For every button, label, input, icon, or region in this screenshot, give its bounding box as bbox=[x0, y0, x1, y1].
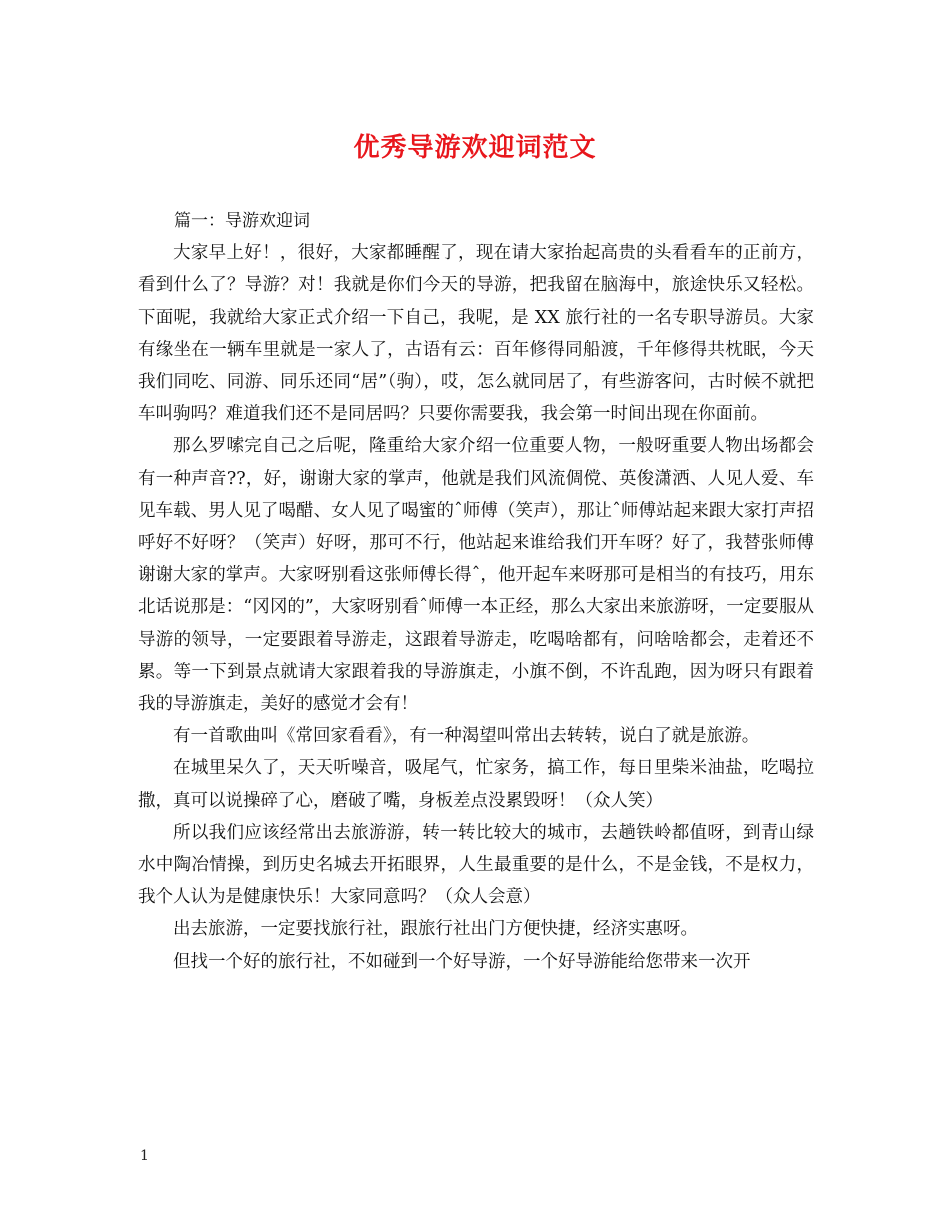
section-heading: 篇一：导游欢迎词 bbox=[174, 211, 310, 231]
paragraph-1: 大家早上好！，很好，大家都睡醒了，现在请大家抬起高贵的头看看车的正前方，看到什么了？导游？对！我就是你们今天的导游，把我留在脑海中，旅途快乐又轻松。 下面呢，我就给大家正式介绍一下自己，我呢，是 XX 旅行社的一名专职导游员。大家有缘坐在一辆车里就是一家人了，古语有云：百年修得同船渡，千年修得共枕眠，今天我们同吃、同游、同乐还同“居”（驹），哎，怎么就同居了，有些游客问，古时候不就把车叫驹吗？难道我们还不是同居吗？只要你需要我，我会第一时间出现在你面前。 bbox=[138, 243, 814, 425]
paragraph-3: 有一首歌曲叫《常回家看看》，有一种渴望叫常出去转转，说白了就是旅游。 bbox=[173, 726, 760, 747]
paragraph-2: 那么罗嗦完自己之后呢，隆重给大家介绍一位重要人物，一般呀重要人物出场都会有一种声音??，好，谢谢大家的掌声，他就是我们风流倜傥、英俊潇洒、人见人爱、车见车载、男人见了喝醋、女人见了喝蜜的ˆ师傅（笑声），那让ˆ师傅站起来跟大家打声招呼好不好呀？（笑声）好呀，那可不行，他站起来谁给我们开车呀？好了，我替张师傅谢谢大家的掌声。大家呀别看这张师傅长得ˆ，他开起车来呀那可是相当的有技巧，用东北话说那是：“冈冈的”，大家呀别看ˆ师傅一本正经，那么大家出来旅游呀，一定要服从导游的领导，一定要跟着导游走，这跟着导游走，吃喝啥都有，问啥啥都会，走着还不累。等一下到景点就请大家跟着我的导游旗走，小旗不倒，不许乱跑，因为呀只有跟着我的导游旗走，美好的感觉才会有！ bbox=[138, 436, 814, 715]
document-body bbox=[138, 205, 814, 978]
page-number: 1 bbox=[140, 1148, 149, 1164]
paragraph-6: 出去旅游，一定要找旅行社，跟旅行社出门方便快捷，经济实惠呀。 bbox=[173, 919, 698, 940]
paragraph-4: 在城里呆久了，天天听噪音，吸尾气，忙家务，搞工作，每日里柴米油盐，吃喝拉撒，真可以说操碎了心，磨破了嘴，身板差点没累毁呀！（众人笑） bbox=[138, 758, 814, 811]
document-title: 优秀导游欢迎词范文 bbox=[353, 133, 597, 163]
paragraph-7: 但找一个好的旅行社，不如碰到一个好导游，一个好导游能给您带来一次开 bbox=[173, 951, 751, 972]
paragraph-5: 所以我们应该经常出去旅游游，转一转比较大的城市，去趟铁岭都值呀，到青山绿水中陶冶情操，到历史名城去开拓眼界，人生最重要的是什么，不是金钱，不是权力，我个人认为是健康快乐！大家同意吗？（众人会意） bbox=[138, 822, 814, 908]
